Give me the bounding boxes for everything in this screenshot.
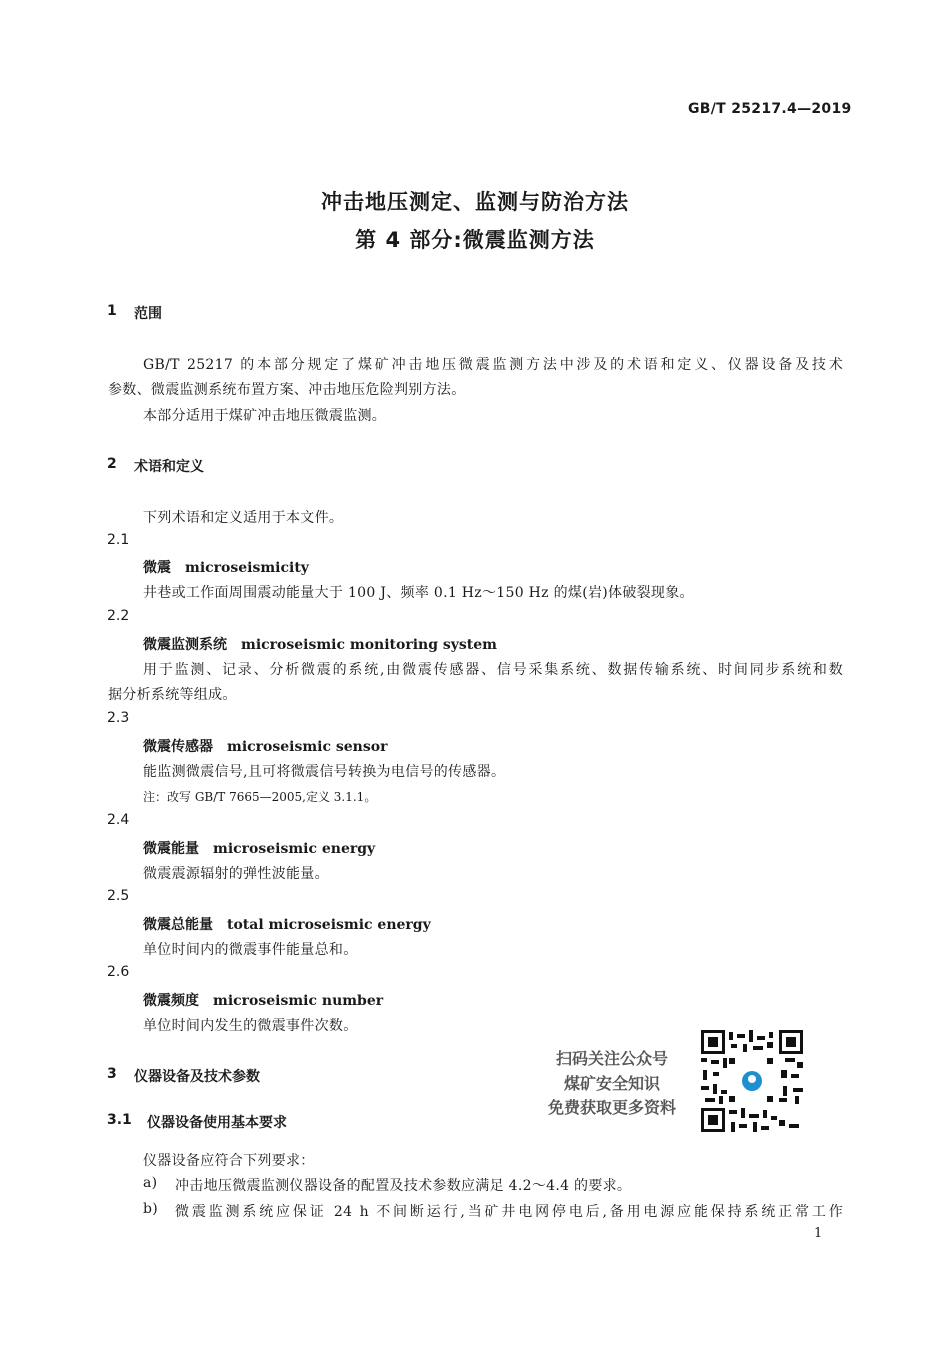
term-2-1-en: microseismicity bbox=[185, 560, 309, 576]
document-title: 冲击地压测定、监测与防治方法 bbox=[321, 190, 629, 214]
term-2-2-definition-cont: 据分析系统等组成。 bbox=[108, 687, 237, 703]
watermark-line-3: 免费获取更多资料 bbox=[547, 1098, 676, 1117]
term-2-6 bbox=[143, 990, 383, 1010]
list-item-a-label: a) bbox=[143, 1175, 158, 1191]
list-item-a-text: 冲击地压微震监测仪器设备的配置及技术参数应满足 4.2～4.4 的要求。 bbox=[175, 1178, 632, 1194]
term-2-1-definition: 井巷或工作面周围震动能量大于 100 J、频率 0.1 Hz～150 Hz 的煤(岩)体破裂现象。 bbox=[143, 585, 694, 601]
term-2-3-zh: 微震传感器 bbox=[143, 739, 213, 755]
term-2-4 bbox=[143, 838, 375, 858]
term-2-1-zh: 微震 bbox=[143, 560, 171, 576]
term-2-6-zh: 微震频度 bbox=[143, 993, 199, 1009]
term-2-5-zh: 微震总能量 bbox=[143, 917, 213, 933]
list-item-b-label: b) bbox=[143, 1201, 159, 1217]
term-2-3-note: 注：改写 GB/T 7665—2005,定义 3.1.1。 bbox=[143, 790, 377, 804]
term-2-4-en: microseismic energy bbox=[213, 841, 376, 857]
section-2-number: 2 bbox=[107, 456, 117, 472]
section-1-title: 范围 bbox=[134, 306, 162, 322]
section-2-intro: 下列术语和定义适用于本文件。 bbox=[143, 510, 344, 526]
term-2-3-number: 2.3 bbox=[107, 710, 130, 726]
section-1-number: 1 bbox=[107, 303, 117, 319]
section-3-1-intro: 仪器设备应符合下列要求： bbox=[143, 1153, 315, 1169]
watermark-line-1: 扫码关注公众号 bbox=[555, 1049, 668, 1068]
term-2-4-number: 2.4 bbox=[107, 812, 130, 828]
section-3-title: 仪器设备及技术参数 bbox=[134, 1069, 260, 1085]
section-1-paragraph-2: 本部分适用于煤矿冲击地压微震监测。 bbox=[143, 408, 387, 424]
section-3-1-title: 仪器设备使用基本要求 bbox=[147, 1115, 287, 1131]
watermark-line-2: 煤矿安全知识 bbox=[563, 1074, 660, 1093]
standard-number: GB/T 25217.4—2019 bbox=[688, 101, 852, 117]
section-3-number: 3 bbox=[107, 1066, 117, 1082]
term-2-5 bbox=[143, 914, 431, 934]
term-2-5-en: total microseismic energy bbox=[227, 917, 431, 933]
qr-code-icon[interactable] bbox=[701, 1030, 803, 1132]
page-number: 1 bbox=[814, 1226, 823, 1241]
term-2-3-en: microseismic sensor bbox=[227, 739, 388, 755]
term-2-5-definition: 单位时间内的微震事件能量总和。 bbox=[143, 942, 358, 958]
term-2-6-number: 2.6 bbox=[107, 964, 130, 980]
section-1-paragraph-1-cont: 参数、微震监测系统布置方案、冲击地压危险判别方法。 bbox=[108, 382, 466, 398]
list-item-b-text: 微震监测系统应保证 24 h 不间断运行,当矿井电网停电后,备用电源应能保持系统正常工作 bbox=[175, 1204, 843, 1220]
term-2-2-definition: 用于监测、记录、分析微震的系统,由微震传感器、信号采集系统、数据传输系统、时间同步系统和数 bbox=[143, 662, 843, 678]
term-2-3-definition: 能监测微震信号,且可将微震信号转换为电信号的传感器。 bbox=[143, 764, 506, 780]
term-2-4-definition: 微震震源辐射的弹性波能量。 bbox=[143, 866, 329, 882]
term-2-1-number: 2.1 bbox=[107, 532, 130, 548]
section-3-1-number: 3.1 bbox=[107, 1112, 132, 1128]
term-2-2-zh: 微震监测系统 bbox=[143, 637, 227, 653]
term-2-2 bbox=[143, 634, 497, 654]
term-2-1 bbox=[143, 557, 309, 577]
document-subtitle: 第 4 部分:微震监测方法 bbox=[355, 228, 595, 252]
term-2-6-en: microseismic number bbox=[213, 993, 384, 1009]
term-2-5-number: 2.5 bbox=[107, 888, 130, 904]
term-2-2-en: microseismic monitoring system bbox=[241, 637, 497, 653]
term-2-6-definition: 单位时间内发生的微震事件次数。 bbox=[143, 1018, 358, 1034]
term-2-3 bbox=[143, 736, 387, 756]
section-2-title: 术语和定义 bbox=[134, 459, 204, 475]
term-2-4-zh: 微震能量 bbox=[143, 841, 199, 857]
term-2-2-number: 2.2 bbox=[107, 608, 130, 624]
section-1-paragraph-1: GB/T 25217 的本部分规定了煤矿冲击地压微震监测方法中涉及的术语和定义、仪器设备及技术 bbox=[143, 357, 843, 373]
